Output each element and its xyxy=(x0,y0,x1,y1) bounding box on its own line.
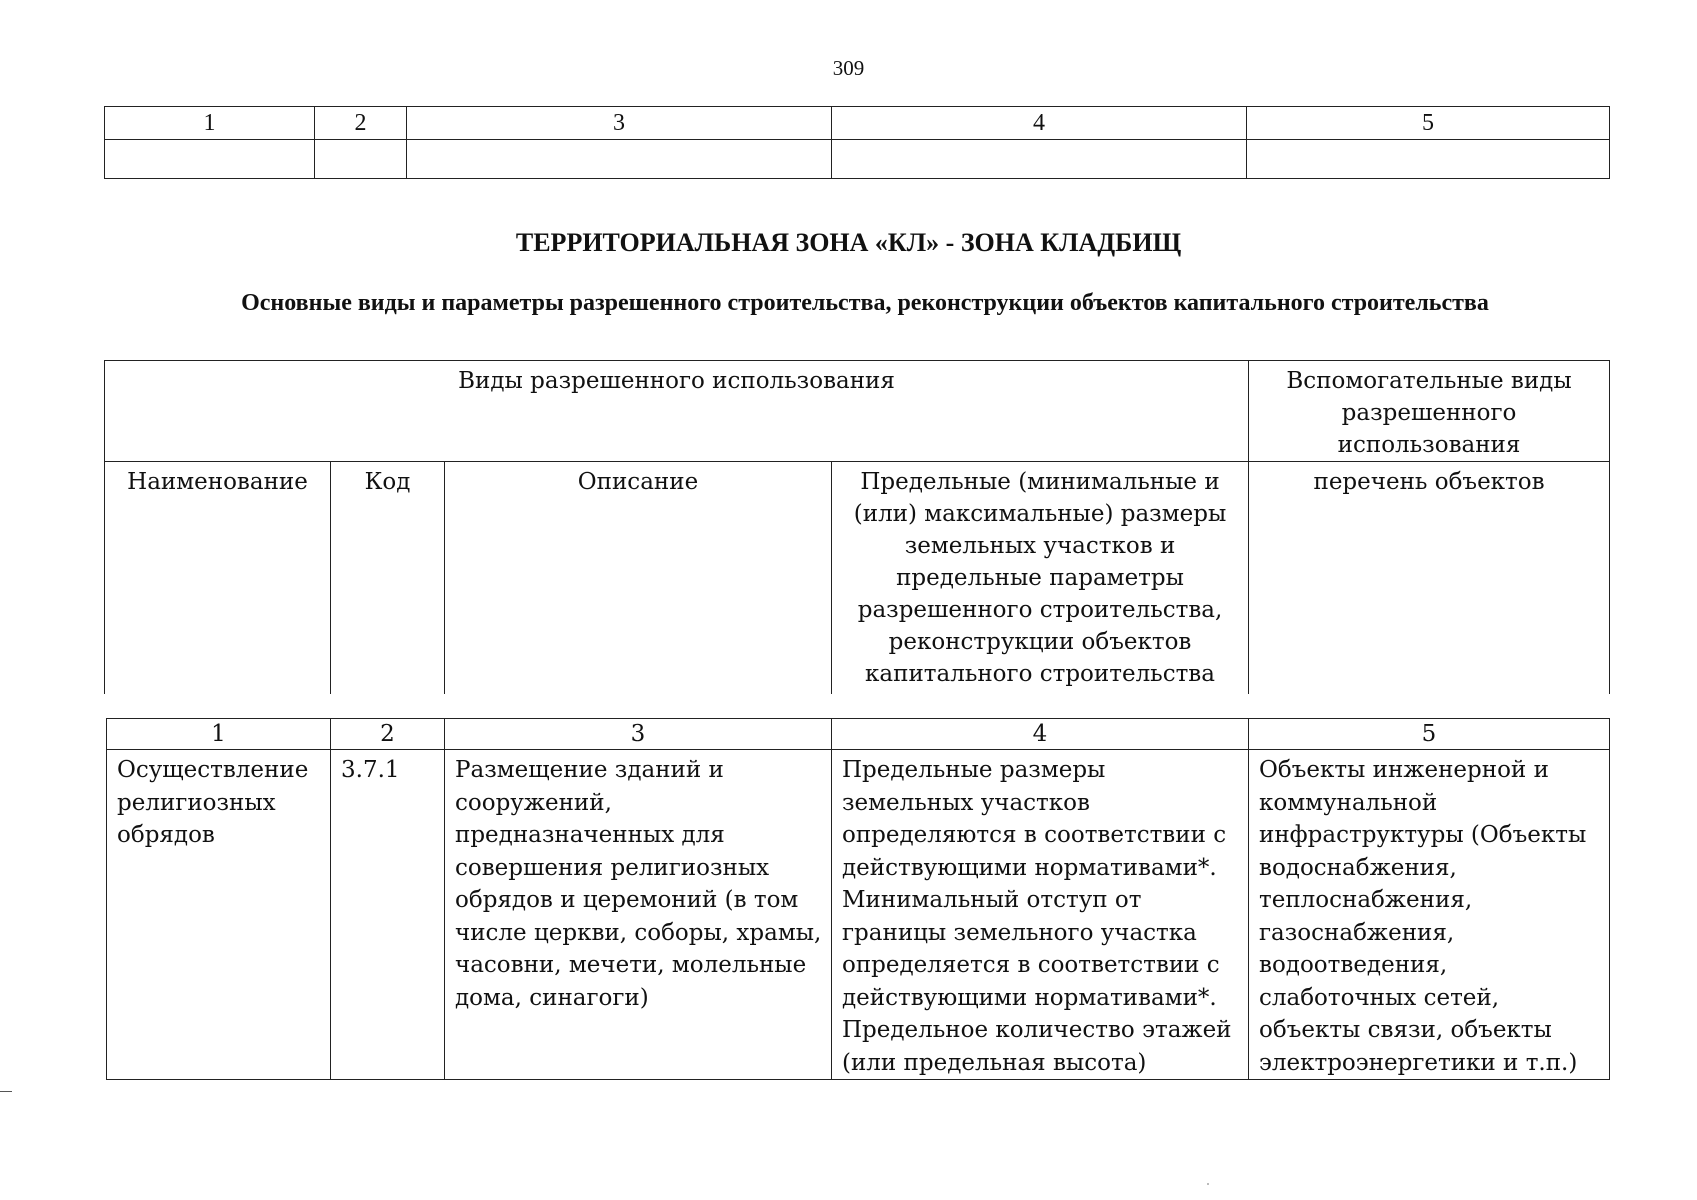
page-number: 309 xyxy=(832,56,865,80)
body-table xyxy=(106,718,1610,1080)
zone-title: ТЕРРИТОРИАЛЬНАЯ ЗОНА «КЛ» - ЗОНА КЛАДБИЩ xyxy=(515,228,1182,257)
top-numbering-table xyxy=(104,106,1610,179)
column-number-cell: 5 xyxy=(1249,719,1610,750)
column-number-cell: 2 xyxy=(315,107,407,140)
column-number-cell: 4 xyxy=(832,719,1249,750)
empty-cell xyxy=(315,140,407,179)
top-table-number-row xyxy=(105,107,1610,140)
limits-column-header: Предельные (минимальные и (или) максимальные) размеры земельных участков и предельные параметры разрешенного строительства, реконструкции объектов капитального строительства xyxy=(832,462,1249,695)
scan-edge-mark xyxy=(0,1091,12,1092)
code-column-header: Код xyxy=(331,462,445,695)
empty-cell xyxy=(105,140,315,179)
empty-cell xyxy=(407,140,832,179)
header-group-row xyxy=(105,361,1610,462)
column-number-cell: 4 xyxy=(832,107,1247,140)
use-name-cell: Осуществление религиозных обрядов xyxy=(107,750,331,1080)
empty-cell xyxy=(832,140,1247,179)
column-number-cell: 2 xyxy=(331,719,445,750)
name-column-header: Наименование xyxy=(105,462,331,695)
aux-list-column-header: перечень объектов xyxy=(1249,462,1610,695)
main-uses-group-header: Виды разрешенного использования xyxy=(105,361,1249,462)
auxiliary-uses-group-header: Вспомогательные виды разрешенного использования xyxy=(1249,361,1610,462)
use-description-cell: Размещение зданий и сооружений, предназначенных для совершения религиозных обрядов и церемоний (в том числе церкви, соборы, храмы, часовни, мечети, молельные дома, синагоги) xyxy=(445,750,832,1080)
section-title: Основные виды и параметры разрешенного строительства, реконструкции объектов капитального строительства xyxy=(241,290,1489,316)
table-row xyxy=(107,750,1610,1080)
body-number-row xyxy=(107,719,1610,750)
header-table xyxy=(104,360,1610,694)
empty-cell xyxy=(1247,140,1610,179)
use-limits-cell: Предельные размеры земельных участков определяются в соответствии с действующими нормативами*. Минимальный отступ от границы земельного участка определяется в соответствии с действующими нормативами*. Предельное количество этажей (или предельная высота) xyxy=(832,750,1249,1080)
aux-objects-cell: Объекты инженерной и коммунальной инфраструктуры (Объекты водоснабжения, теплоснабжения, газоснабжения, водоотведения, слаботочных сетей, объекты связи, объекты электроэнергетики и т.п.) xyxy=(1249,750,1610,1080)
description-column-header: Описание xyxy=(445,462,832,695)
top-table-empty-row xyxy=(105,140,1610,179)
column-number-cell: 1 xyxy=(107,719,331,750)
column-number-cell: 3 xyxy=(445,719,832,750)
use-code-cell: 3.7.1 xyxy=(331,750,445,1080)
header-columns-row xyxy=(105,462,1610,695)
column-number-cell: 1 xyxy=(105,107,315,140)
column-number-cell: 5 xyxy=(1247,107,1610,140)
column-number-cell: 3 xyxy=(407,107,832,140)
scan-dust-mark xyxy=(1207,1183,1209,1185)
